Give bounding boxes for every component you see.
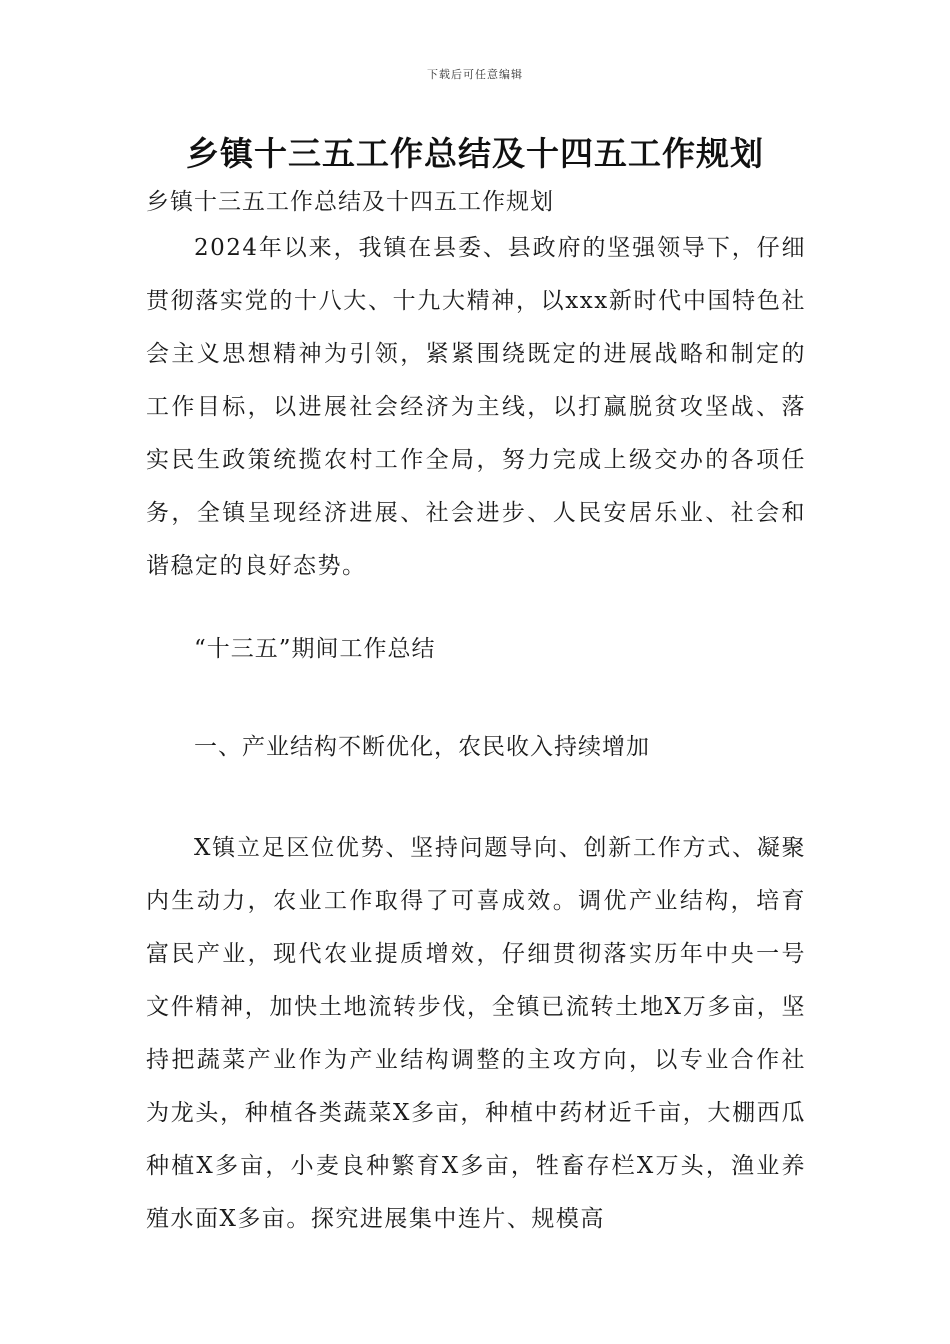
section-paragraph: X镇立足区位优势、坚持问题导向、创新工作方式、凝聚内生动力，农业工作取得了可喜成效。调优产业结构，培育富民产业，现代农业提质增效，仔细贯彻落实历年中央一号文件精神，加快土地流转步伐，全镇已流转土地X万多亩，坚持把蔬菜产业作为产业结构调整的主攻方向，以专业合作社为龙头，种植各类蔬菜X多亩，种植中药材近千亩，大棚西瓜种植X多亩，小麦良种繁育X多亩，牲畜存栏X万头，渔业养殖水面X多亩。探究进展集中连片、规模高 — [146, 835, 806, 1232]
header-note: 下载后可任意编辑 — [427, 68, 523, 81]
section-heading: 一、产业结构不断优化，农民收入持续增加 — [194, 734, 650, 760]
document-title: 乡镇十三五工作总结及十四五工作规划 — [186, 134, 764, 173]
document-subtitle: 乡镇十三五工作总结及十四五工作规划 — [146, 189, 554, 215]
intro-paragraph: 2024年以来，我镇在县委、县政府的坚强领导下，仔细贯彻落实党的十八大、十九大精神，以xxx新时代中国特色社会主义思想精神为引领，紧紧围绕既定的进展战略和制定的工作目标，以进展社会经济为主线，以打赢脱贫攻坚战、落实民生政策统揽农村工作全局，努力完成上级交办的各项任务，全镇呈现经济进展、社会进步、人民安居乐业、社会和谐稳定的良好态势。 — [146, 235, 806, 579]
summary-heading: “十三五”期间工作总结 — [194, 636, 436, 662]
